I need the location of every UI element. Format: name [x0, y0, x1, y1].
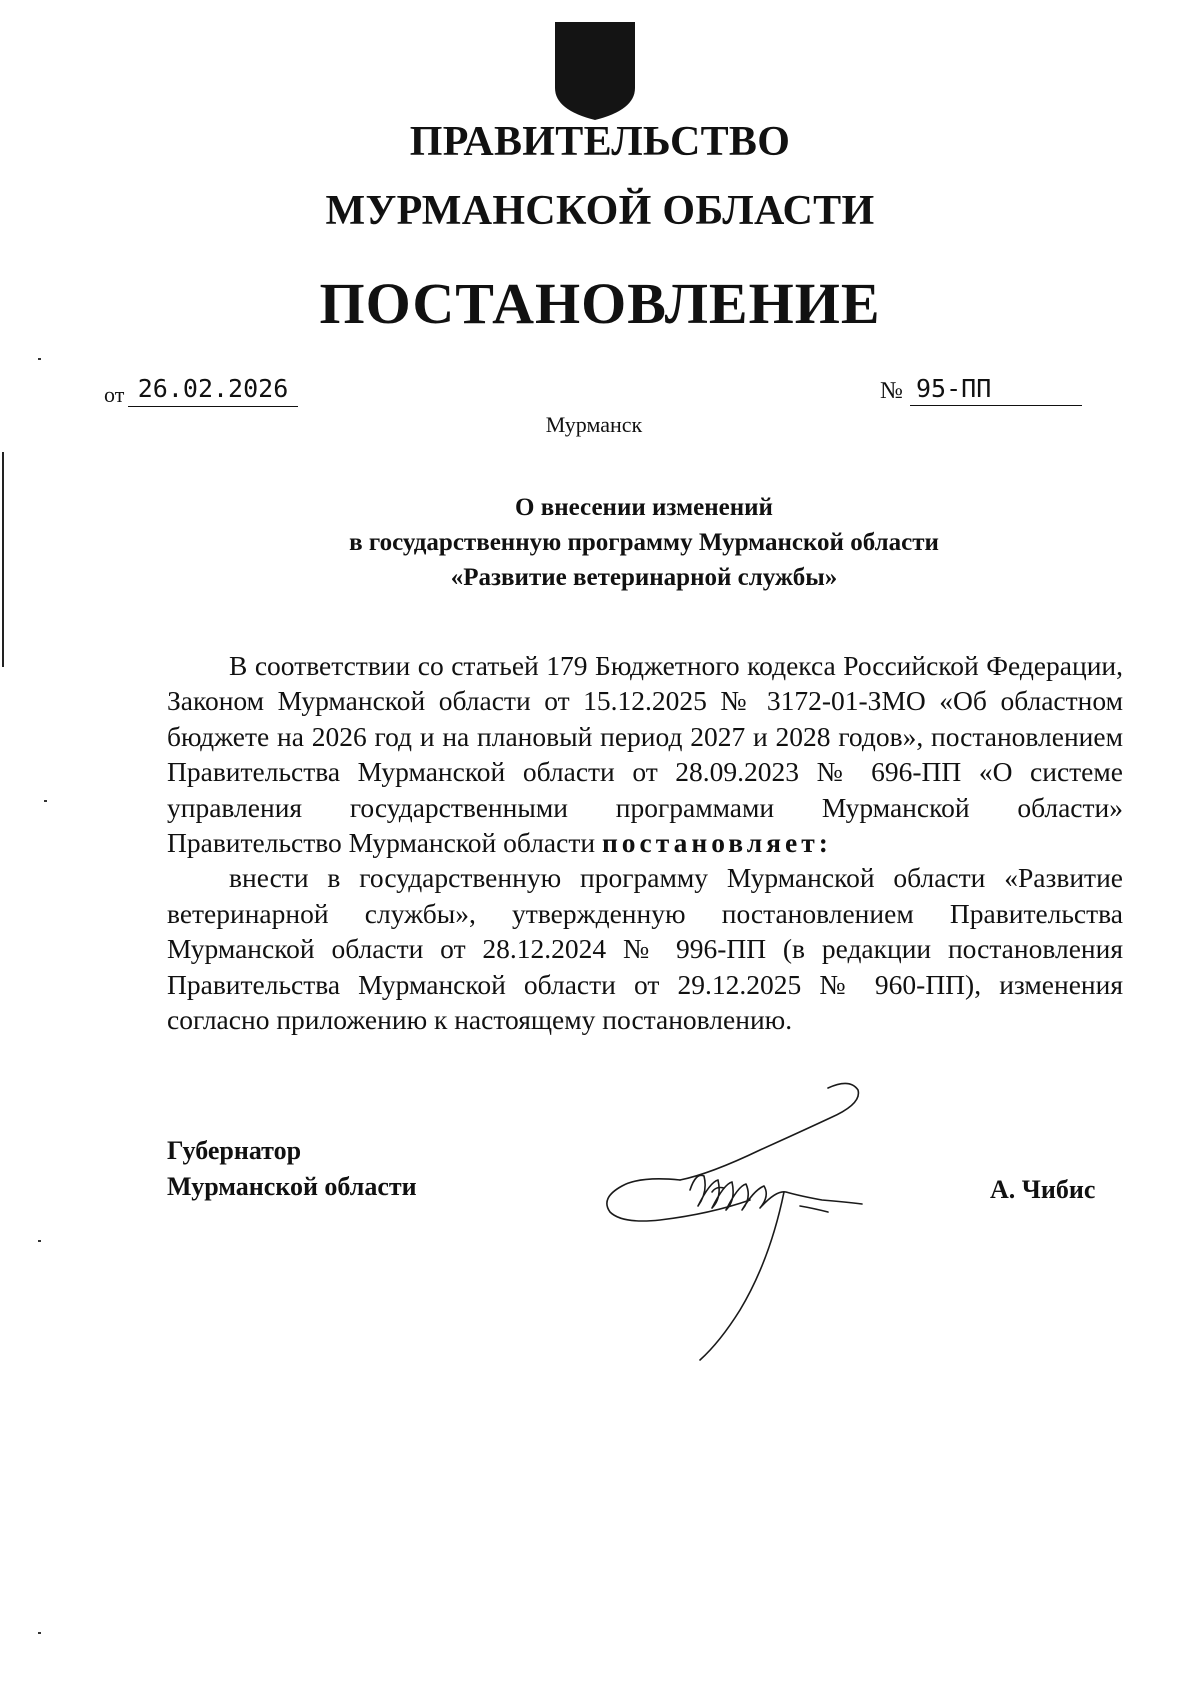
scan-speck	[38, 1240, 41, 1242]
decree-word: постановляет:	[601, 827, 832, 859]
document-type: ПОСТАНОВЛЕНИЕ	[319, 271, 881, 336]
document-date: 26.02.2026	[128, 370, 298, 407]
document-title	[0, 490, 1200, 595]
signer-position	[167, 1133, 417, 1205]
body-paragraph-operative: внести в государственную программу Мурманской области «Развитие ветеринарной службы», утвержденную постановлением Правительства Мурманской области от 28.12.2024 № 996-ПП (в редакции постановления Правительства Мурманской области от 29.12.2025 № 960-ПП), изменения согласно приложению к настоящему постановлению.	[167, 862, 1123, 1036]
scan-speck	[38, 1632, 41, 1634]
document-body	[167, 648, 1123, 1037]
signer-name: А. Чибис	[990, 1175, 1096, 1204]
document-city: Мурманск	[545, 412, 643, 437]
scan-speck	[44, 800, 47, 802]
preamble-text: В соответствии со статьей 179 Бюджетного кодекса Российской Федерации, Законом Мурманской области от 15.12.2025 № 3172-01-ЗМО «Об областном бюджете на 2026 год и на плановый период 2027 и 2028 годов», постановлением Правительства Мурманской области от 28.09.2023 № 696-ПП «О системе управления государственными программами Мурманской области» Правительство Мурманской области	[167, 650, 1123, 859]
signer-position-line2: Мурманской области	[167, 1172, 417, 1201]
signer-position-line1: Губернатор	[167, 1136, 302, 1165]
title-line1: О внесении изменений	[515, 494, 773, 521]
coat-of-arms-icon	[553, 20, 637, 122]
body-paragraph-preamble	[167, 648, 1123, 860]
authority-name-line1: ПРАВИТЕЛЬСТВО	[409, 119, 791, 165]
scan-speck	[38, 358, 41, 360]
authority-name-line2: МУРМАНСКОЙ ОБЛАСТИ	[325, 188, 875, 234]
number-prefix: №	[880, 378, 903, 404]
title-line3: «Развитие ветеринарной службы»	[450, 564, 838, 591]
handwritten-signature	[600, 1080, 930, 1370]
title-line2: в государственную программу Мурманской области	[349, 529, 939, 556]
document-number: 95-ПП	[910, 370, 1082, 406]
date-prefix: от	[104, 382, 125, 407]
